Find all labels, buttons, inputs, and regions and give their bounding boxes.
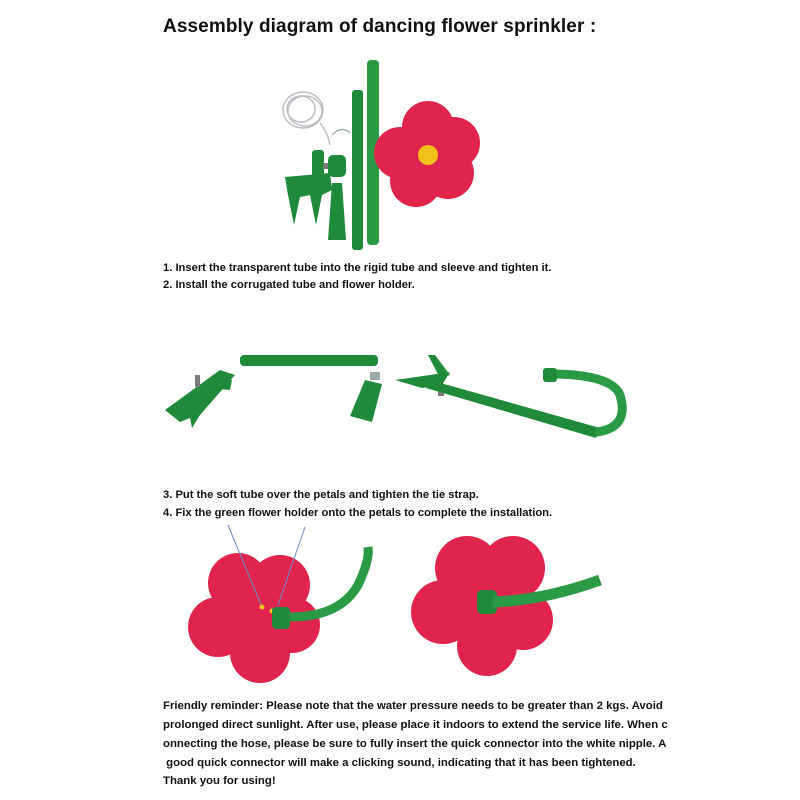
assembled-rod [395, 355, 600, 438]
step-1-text: 1. Insert the transparent tube into the rigid tube and sleeve and tighten it. [163, 262, 552, 274]
reminder-line-5: Thank you for using! [163, 775, 276, 787]
reminder-line-2: prolonged direct sunlight. After use, please place it indoors to extend the service life. When c [163, 719, 668, 731]
reminder-line-1: Friendly reminder: Please note that the water pressure needs to be greater than 2 kgs. Avoid [163, 700, 663, 712]
step-4-text: 4. Fix the green flower holder onto the petals to complete the installation. [163, 507, 553, 519]
left-spike [165, 370, 235, 428]
step-3-text: 3. Put the soft tube over the petals and tighten the tie strap. [163, 489, 479, 501]
transparent-tube-coil [283, 92, 330, 145]
completed-flower-figure [405, 530, 605, 680]
sleeve [350, 372, 382, 422]
flower-holder [272, 607, 290, 629]
reminder-line-4: good quick connector will make a clicking sound, indicating that it has been tightened. [163, 757, 636, 769]
parts-figure [270, 55, 490, 250]
step-2-text: 2. Install the corrugated tube and flower holder. [163, 279, 415, 291]
sleeve-pieces [328, 155, 346, 240]
reminder-line-3: onnecting the hose, please be sure to fully insert the quick connector into the white nipple. A [163, 738, 667, 750]
spike-base [285, 150, 332, 225]
rigid-tube [352, 90, 363, 250]
flower-strap-figure [180, 525, 385, 685]
page-title: Assembly diagram of dancing flower sprinkler : [163, 16, 597, 37]
wire-piece [332, 129, 350, 135]
straight-tube [240, 355, 378, 366]
red-flower [374, 101, 480, 207]
tube-assembly-figure [160, 350, 630, 440]
